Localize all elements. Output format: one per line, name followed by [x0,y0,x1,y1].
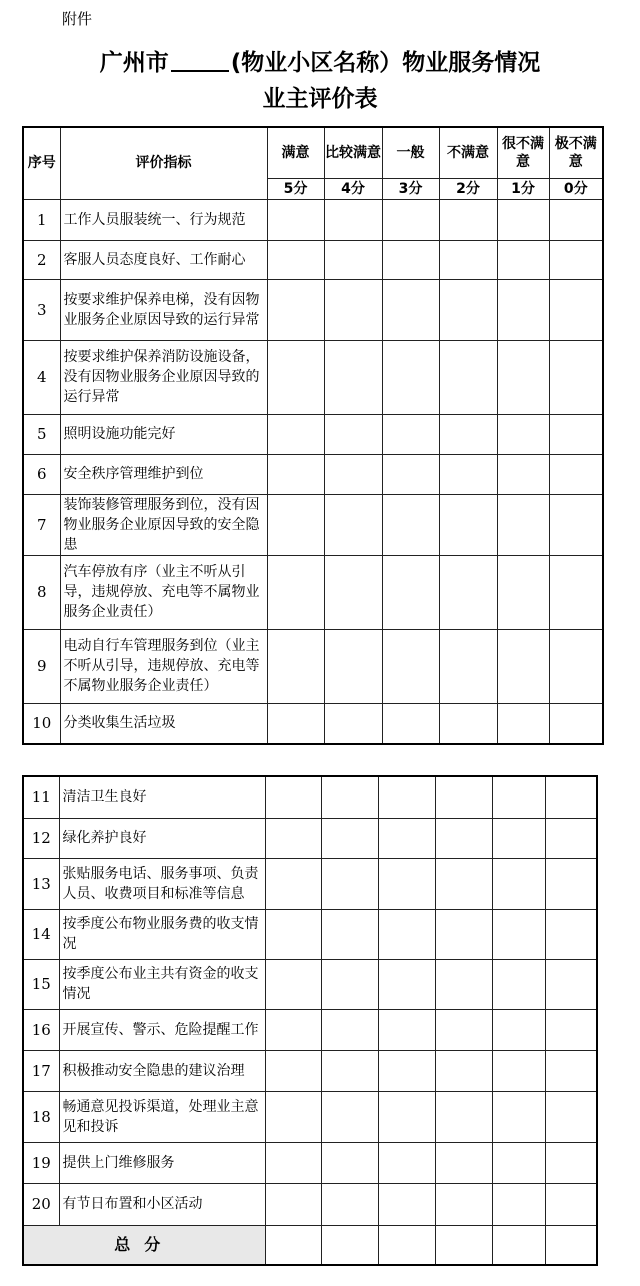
rating-cell[interactable] [382,494,439,555]
table-row [23,858,597,909]
table-row [23,959,597,1009]
evaluation-item: 按季度公布物业服务费的收支情况 [59,909,265,959]
rating-cell[interactable] [545,858,597,909]
rating-cell[interactable] [497,555,549,629]
rating-cell[interactable] [545,1091,597,1142]
row-number: 4 [23,340,60,414]
rating-cell[interactable] [265,818,321,858]
rating-cell[interactable] [497,340,549,414]
rating-cell[interactable] [549,555,603,629]
community-name-blank[interactable] [171,50,229,72]
rating-cell[interactable] [545,1009,597,1050]
rating-cell[interactable] [324,454,382,494]
rating-cell[interactable] [324,414,382,454]
table-row [23,555,603,629]
rating-cell[interactable] [378,818,435,858]
rating-cell[interactable] [545,776,597,818]
rating-cell[interactable] [324,555,382,629]
rating-cell[interactable] [324,279,382,340]
rating-cell[interactable] [492,818,545,858]
rating-cell[interactable] [382,703,439,744]
table-row [23,494,603,555]
evaluation-table-part2 [22,775,598,1266]
page-subtitle: 业主评价表 [262,86,378,112]
rating-cell[interactable] [267,240,324,279]
rating-cell[interactable] [265,776,321,818]
rating-cell[interactable] [549,703,603,744]
rating-cell[interactable] [382,340,439,414]
rating-cell[interactable] [382,414,439,454]
header-rating: 不满意 [439,127,497,178]
attachment-label: 附件 [62,10,93,28]
page-title [0,44,640,77]
rating-cell[interactable] [321,776,378,818]
evaluation-item: 按季度公布业主共有资金的收支情况 [59,959,265,1009]
rating-cell[interactable] [545,1142,597,1183]
rating-cell[interactable] [378,1009,435,1050]
total-cell[interactable] [435,1225,492,1265]
evaluation-item: 分类收集生活垃圾 [60,703,267,744]
rating-cell[interactable] [549,279,603,340]
rating-cell[interactable] [497,454,549,494]
row-number: 18 [23,1091,59,1142]
table-row [23,1142,597,1183]
row-number: 1 [23,199,60,240]
rating-cell[interactable] [265,1091,321,1142]
rating-cell[interactable] [382,629,439,703]
rating-cell[interactable] [492,1091,545,1142]
evaluation-item: 有节日布置和小区活动 [59,1183,265,1225]
evaluation-item: 按要求维护保养电梯，没有因物业服务企业原因导致的运行异常 [60,279,267,340]
evaluation-item: 电动自行车管理服务到位（业主不听从引导，违规停放、充电等不属物业服务企业责任） [60,629,267,703]
rating-cell[interactable] [439,555,497,629]
rating-cell[interactable] [497,629,549,703]
evaluation-item: 张贴服务电话、服务事项、负责人员、收费项目和标准等信息 [59,858,265,909]
rating-cell[interactable] [324,629,382,703]
rating-cell[interactable] [382,555,439,629]
rating-cell[interactable] [378,858,435,909]
total-cell[interactable] [545,1225,597,1265]
rating-cell[interactable] [439,340,497,414]
row-number: 16 [23,1009,59,1050]
rating-cell[interactable] [492,909,545,959]
rating-cell[interactable] [267,629,324,703]
rating-cell[interactable] [265,909,321,959]
rating-cell[interactable] [549,414,603,454]
row-number: 11 [23,776,59,818]
row-number: 2 [23,240,60,279]
rating-cell[interactable] [497,494,549,555]
evaluation-item: 客服人员态度良好、工作耐心 [60,240,267,279]
rating-cell[interactable] [492,1050,545,1091]
rating-cell[interactable] [439,240,497,279]
rating-cell[interactable] [378,959,435,1009]
evaluation-item: 绿化养护良好 [59,818,265,858]
evaluation-item: 畅通意见投诉渠道，处理业主意见和投诉 [59,1091,265,1142]
rating-cell[interactable] [439,454,497,494]
rating-cell[interactable] [267,454,324,494]
rating-cell[interactable] [549,494,603,555]
rating-cell[interactable] [497,199,549,240]
rating-cell[interactable] [492,776,545,818]
row-number: 8 [23,555,60,629]
total-row [23,1225,597,1265]
rating-cell[interactable] [545,1183,597,1225]
header-rating: 满意 [267,127,324,178]
rating-cell[interactable] [321,1091,378,1142]
rating-cell[interactable] [435,1009,492,1050]
rating-cell[interactable] [324,199,382,240]
rating-cell[interactable] [321,818,378,858]
rating-cell[interactable] [321,858,378,909]
rating-cell[interactable] [497,703,549,744]
rating-cell[interactable] [497,279,549,340]
rating-cell[interactable] [321,1009,378,1050]
rating-cell[interactable] [435,1091,492,1142]
rating-cell[interactable] [382,199,439,240]
rating-cell[interactable] [382,279,439,340]
header-rating: 很不满意 [497,127,549,178]
rating-cell[interactable] [265,858,321,909]
table-row [23,818,597,858]
rating-cell[interactable] [382,240,439,279]
evaluation-item: 工作人员服装统一、行为规范 [60,199,267,240]
rating-cell[interactable] [265,1009,321,1050]
total-cell[interactable] [265,1225,321,1265]
rating-cell[interactable] [321,1142,378,1183]
evaluation-item: 开展宣传、警示、危险提醒工作 [59,1009,265,1050]
rating-cell[interactable] [267,555,324,629]
evaluation-item: 清洁卫生良好 [59,776,265,818]
row-number: 17 [23,1050,59,1091]
table-row [23,1091,597,1142]
rating-cell[interactable] [549,340,603,414]
rating-cell[interactable] [267,703,324,744]
total-label: 总分 [23,1225,265,1265]
header-score: 3分 [382,178,439,199]
row-number: 10 [23,703,60,744]
row-number: 3 [23,279,60,340]
evaluation-table-part1 [22,126,604,745]
rating-cell[interactable] [324,340,382,414]
title-suffix: (物业小区名称）物业服务情况 [230,50,541,76]
header-score: 4分 [324,178,382,199]
evaluation-item: 汽车停放有序（业主不听从引导，违规停放、充电等不属物业服务企业责任） [60,555,267,629]
rating-cell[interactable] [321,1183,378,1225]
rating-cell[interactable] [545,818,597,858]
rating-cell[interactable] [439,629,497,703]
rating-cell[interactable] [435,818,492,858]
rating-cell[interactable] [549,199,603,240]
rating-cell[interactable] [378,776,435,818]
table-row [23,1050,597,1091]
rating-cell[interactable] [321,909,378,959]
rating-cell[interactable] [435,1142,492,1183]
total-cell[interactable] [378,1225,435,1265]
rating-cell[interactable] [439,703,497,744]
row-number: 19 [23,1142,59,1183]
header-rating: 极不满意 [549,127,603,178]
rating-cell[interactable] [497,240,549,279]
rating-cell[interactable] [267,279,324,340]
rating-cell[interactable] [439,279,497,340]
header-score: 1分 [497,178,549,199]
rating-cell[interactable] [267,199,324,240]
total-cell[interactable] [492,1225,545,1265]
rating-cell[interactable] [378,1183,435,1225]
rating-cell[interactable] [549,629,603,703]
evaluation-item: 提供上门维修服务 [59,1142,265,1183]
table-row [23,454,603,494]
rating-cell[interactable] [378,1050,435,1091]
header-score: 0分 [549,178,603,199]
rating-cell[interactable] [265,1183,321,1225]
rating-cell[interactable] [267,340,324,414]
table-row [23,1183,597,1225]
header-score: 2分 [439,178,497,199]
evaluation-item: 安全秩序管理维护到位 [60,454,267,494]
rating-cell[interactable] [497,414,549,454]
rating-cell[interactable] [435,776,492,818]
rating-cell[interactable] [492,1009,545,1050]
rating-cell[interactable] [321,1050,378,1091]
row-number: 14 [23,909,59,959]
rating-cell[interactable] [439,199,497,240]
rating-cell[interactable] [265,959,321,1009]
rating-cell[interactable] [435,858,492,909]
rating-cell[interactable] [267,494,324,555]
row-number: 5 [23,414,60,454]
table-row [23,414,603,454]
rating-cell[interactable] [321,959,378,1009]
rating-cell[interactable] [492,959,545,1009]
rating-cell[interactable] [435,909,492,959]
evaluation-item: 装饰装修管理服务到位，没有因物业服务企业原因导致的安全隐患 [60,494,267,555]
rating-cell[interactable] [382,454,439,494]
title-prefix: 广州市 [99,50,169,76]
rating-cell[interactable] [545,959,597,1009]
rating-cell[interactable] [492,858,545,909]
row-number: 9 [23,629,60,703]
row-number: 15 [23,959,59,1009]
table-row [23,240,603,279]
rating-cell[interactable] [265,1050,321,1091]
header-item: 评价指标 [60,127,267,199]
rating-cell[interactable] [549,240,603,279]
rating-cell[interactable] [265,1142,321,1183]
rating-cell[interactable] [439,414,497,454]
rating-cell[interactable] [549,454,603,494]
row-number: 13 [23,858,59,909]
rating-cell[interactable] [324,703,382,744]
row-number: 6 [23,454,60,494]
rating-cell[interactable] [545,909,597,959]
header-rating: 一般 [382,127,439,178]
row-number: 20 [23,1183,59,1225]
rating-cell[interactable] [378,909,435,959]
table-row [23,776,597,818]
table-row [23,199,603,240]
header-score: 5分 [267,178,324,199]
evaluation-item: 积极推动安全隐患的建议治理 [59,1050,265,1091]
row-number: 12 [23,818,59,858]
table-row [23,1009,597,1050]
rating-cell[interactable] [324,494,382,555]
header-no: 序号 [23,127,60,199]
rating-cell[interactable] [378,1091,435,1142]
rating-cell[interactable] [435,959,492,1009]
header-rating: 比较满意 [324,127,382,178]
rating-cell[interactable] [378,1142,435,1183]
rating-cell[interactable] [492,1142,545,1183]
table-row [23,279,603,340]
rating-cell[interactable] [545,1050,597,1091]
row-number: 7 [23,494,60,555]
table-row [23,703,603,744]
table-row [23,909,597,959]
rating-cell[interactable] [267,414,324,454]
rating-cell[interactable] [435,1050,492,1091]
evaluation-item: 按要求维护保养消防设施设备，没有因物业服务企业原因导致的运行异常 [60,340,267,414]
table-row [23,629,603,703]
total-cell[interactable] [321,1225,378,1265]
rating-cell[interactable] [492,1183,545,1225]
table-row [23,340,603,414]
rating-cell[interactable] [324,240,382,279]
evaluation-item: 照明设施功能完好 [60,414,267,454]
rating-cell[interactable] [439,494,497,555]
rating-cell[interactable] [435,1183,492,1225]
